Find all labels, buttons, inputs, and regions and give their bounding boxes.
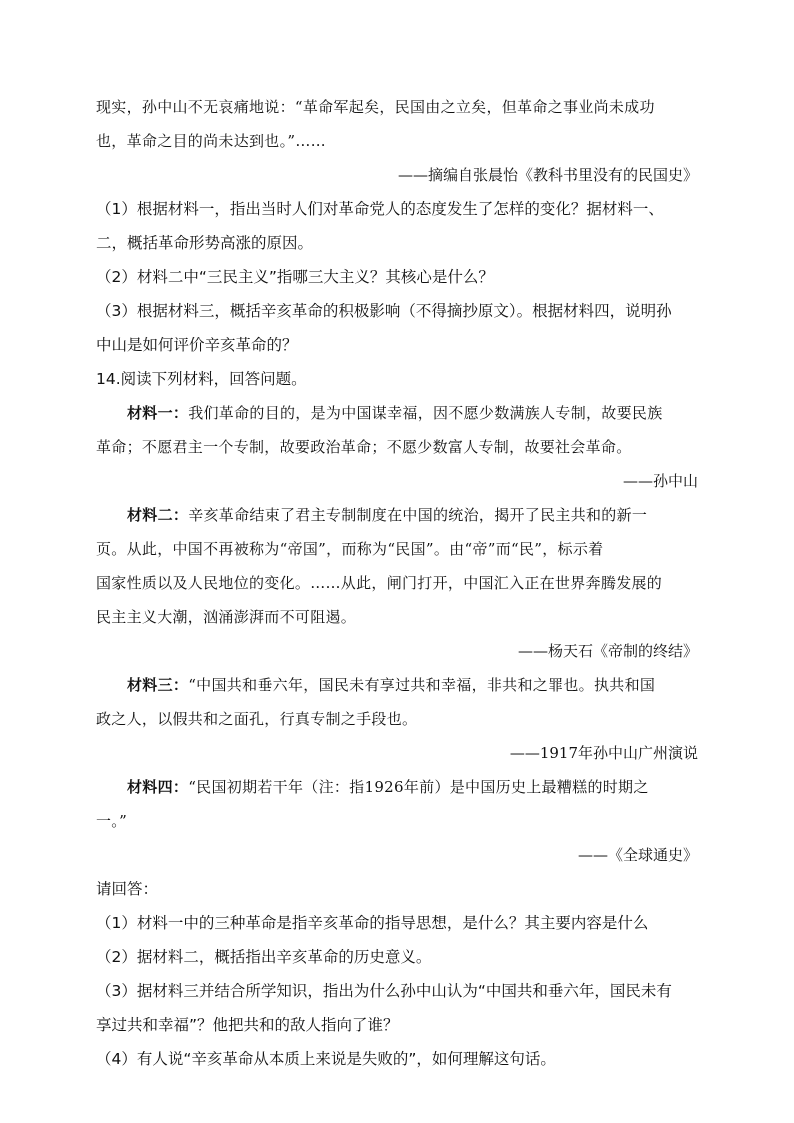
- material-3-source: ——1917年孙中山广州演说: [509, 744, 698, 762]
- material-text: “中国共和垂六年，国民未有享过共和幸福，非共和之罪也。执共和国: [188, 676, 656, 694]
- material-4: [96, 770, 698, 804]
- material-text: 我们革命的目的，是为中国谋幸福，因不愿少数满族人专制，故要民族: [188, 404, 663, 422]
- material-1: [96, 396, 698, 430]
- passage-source: ——摘编自张晨怡《教科书里没有的民国史》: [397, 166, 698, 184]
- question-14-1: （1）材料一中的三种革命是指辛亥革命的指导思想，是什么？其主要内容是什么: [96, 914, 649, 932]
- material-2-line: 民主主义大潮，汹涌澎湃而不可阻遏。: [96, 608, 357, 626]
- question-14-4: （4）有人说“辛亥革命从本质上来说是失败的”，如何理解这句话。: [96, 1050, 556, 1068]
- question-13-2: （2）材料二中“三民主义”指哪三大主义？其核心是什么？: [96, 268, 494, 286]
- document-page: [96, 90, 698, 1076]
- question-14-3: （3）据材料三并结合所学知识，指出为什么孙中山认为“中国共和垂六年，国民未有: [96, 982, 672, 1000]
- material-2-source: ——杨天石《帝制的终结》: [517, 642, 698, 660]
- material-label: 材料三：: [127, 676, 189, 694]
- question-13-3: （3）根据材料三，概括辛亥革命的积极影响（不得摘抄原文）。根据材料四，说明孙: [96, 302, 672, 320]
- material-1-source: ——孙中山: [622, 472, 698, 490]
- material-3-line: 政之人，以假共和之面孔，行真专制之手段也。: [96, 710, 418, 728]
- material-2: [96, 498, 698, 532]
- material-2-line: 页。从此，中国不再被称为“帝国”，而称为“民国”。由“帝”而“民”，标示着: [96, 540, 604, 558]
- question-14-3-cont: 享过共和幸福”？他把共和的敌人指向了谁？: [96, 1016, 399, 1034]
- material-1-line: 革命；不愿君主一个专制，故要政治革命；不愿少数富人专制，故要社会革命。: [96, 438, 632, 456]
- passage-line: 现实，孙中山不无哀痛地说：“革命军起矣，民国由之立矣，但革命之事业尚未成功: [96, 98, 655, 116]
- material-3: [96, 668, 698, 702]
- question-13-3-cont: 中山是如何评价辛亥革命的？: [96, 336, 298, 354]
- question-14-2: （2）据材料二，概括指出辛亥革命的历史意义。: [96, 948, 432, 966]
- material-text: 辛亥革命结束了君主专制制度在中国的统治，揭开了民主共和的新一: [188, 506, 648, 524]
- answer-prompt: 请回答：: [96, 880, 159, 898]
- material-4-source: ——《全球通史》: [577, 846, 698, 864]
- question-13-1: （1）根据材料一，指出当时人们对革命党人的态度发生了怎样的变化？据材料一、: [96, 200, 664, 218]
- material-label: 材料一：: [127, 404, 189, 422]
- material-text: “民国初期若干年（注：指1926年前）是中国历史上最糟糕的时期之: [188, 778, 649, 796]
- material-2-line: 国家性质以及人民地位的变化。……从此，闸门打开，中国汇入正在世界奔腾发展的: [96, 574, 663, 592]
- question-13-1-cont: 二，概括革命形势高涨的原因。: [96, 234, 314, 252]
- material-label: 材料二：: [127, 506, 189, 524]
- passage-line: 也，革命之目的尚未达到也。”……: [96, 132, 326, 150]
- question-14-heading: 14.阅读下列材料，回答问题。: [96, 370, 307, 388]
- material-4-line: 一。”: [96, 812, 128, 830]
- material-label: 材料四：: [127, 778, 189, 796]
